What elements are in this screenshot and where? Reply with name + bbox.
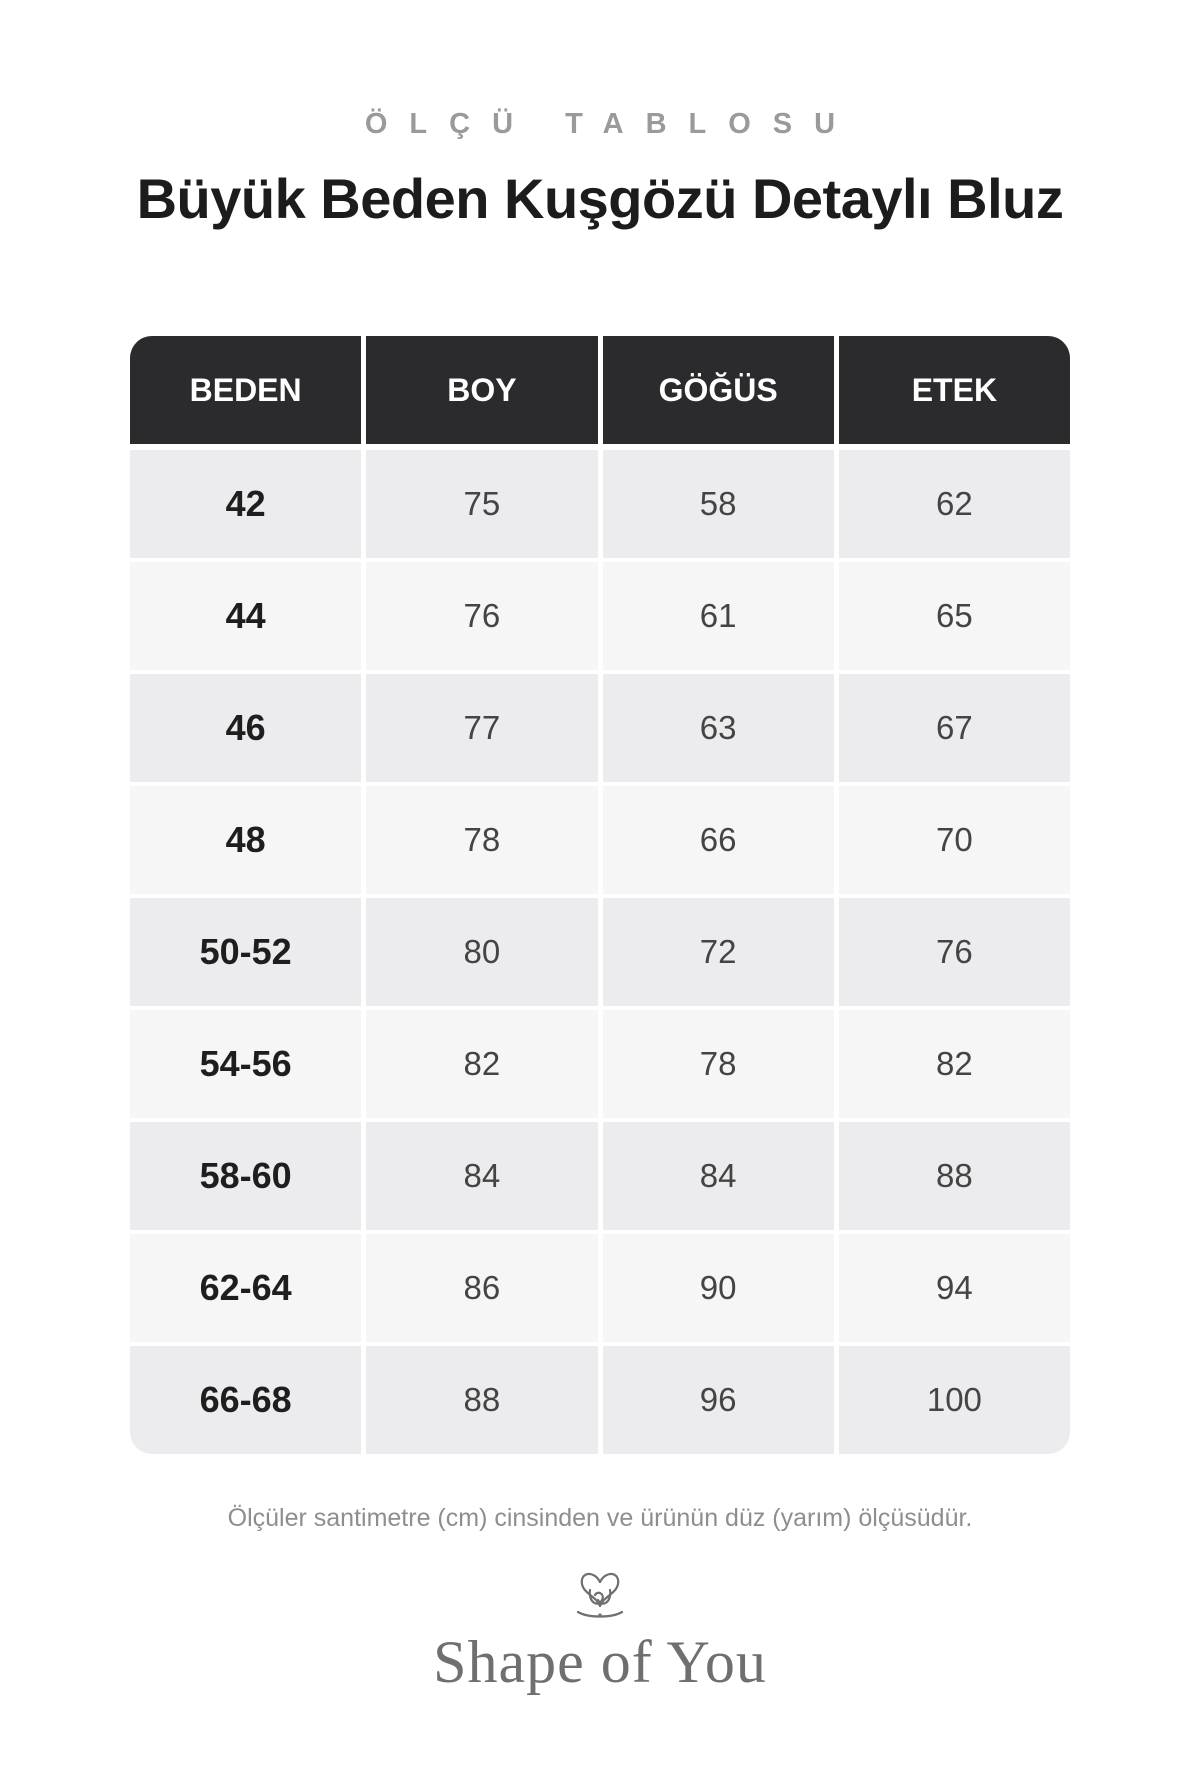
column-header-etek: ETEK — [839, 336, 1070, 444]
boy-cell: 78 — [366, 786, 597, 894]
column-header-beden: BEDEN — [130, 336, 361, 444]
etek-cell: 82 — [839, 1010, 1070, 1118]
column-header-gogus: GÖĞÜS — [603, 336, 834, 444]
gogus-cell: 72 — [603, 898, 834, 1006]
gogus-cell: 78 — [603, 1010, 834, 1118]
size-cell: 58-60 — [130, 1122, 361, 1230]
table-row — [130, 1346, 1070, 1454]
boy-cell: 77 — [366, 674, 597, 782]
boy-cell: 75 — [366, 450, 597, 558]
etek-cell: 67 — [839, 674, 1070, 782]
table-row — [130, 1010, 1070, 1118]
gogus-cell: 84 — [603, 1122, 834, 1230]
gogus-cell: 90 — [603, 1234, 834, 1342]
boy-cell: 84 — [366, 1122, 597, 1230]
gogus-cell: 96 — [603, 1346, 834, 1454]
table-row — [130, 786, 1070, 894]
boy-cell: 88 — [366, 1346, 597, 1454]
table-row — [130, 562, 1070, 670]
brand-name: Shape of You — [433, 1629, 767, 1695]
table-row — [130, 450, 1070, 558]
table-row — [130, 1234, 1070, 1342]
eyebrow-label: ÖLÇÜ TABLOSU — [364, 108, 858, 140]
size-cell: 44 — [130, 562, 361, 670]
etek-cell: 94 — [839, 1234, 1070, 1342]
size-cell: 46 — [130, 674, 361, 782]
table-row — [130, 1122, 1070, 1230]
boy-cell: 86 — [366, 1234, 597, 1342]
etek-cell: 100 — [839, 1346, 1070, 1454]
measurement-note: Ölçüler santimetre (cm) cinsinden ve ürünün düz (yarım) ölçüsüdür. — [227, 1504, 973, 1532]
boy-cell: 76 — [366, 562, 597, 670]
gogus-cell: 61 — [603, 562, 834, 670]
table-row — [130, 674, 1070, 782]
size-table — [130, 336, 1070, 1454]
size-cell: 54-56 — [130, 1010, 361, 1118]
column-header-boy: BOY — [366, 336, 597, 444]
boy-cell: 80 — [366, 898, 597, 1006]
boy-cell: 82 — [366, 1010, 597, 1118]
size-cell: 62-64 — [130, 1234, 361, 1342]
table-header-row — [130, 336, 1070, 444]
gogus-cell: 63 — [603, 674, 834, 782]
gogus-cell: 58 — [603, 450, 834, 558]
size-cell: 48 — [130, 786, 361, 894]
etek-cell: 62 — [839, 450, 1070, 558]
size-cell: 66-68 — [130, 1346, 361, 1454]
page-title: Büyük Beden Kuşgözü Detaylı Bluz — [136, 167, 1064, 230]
size-cell: 50-52 — [130, 898, 361, 1006]
etek-cell: 76 — [839, 898, 1070, 1006]
double-heart-logo-icon — [568, 1560, 632, 1624]
etek-cell: 88 — [839, 1122, 1070, 1230]
etek-cell: 65 — [839, 562, 1070, 670]
gogus-cell: 66 — [603, 786, 834, 894]
etek-cell: 70 — [839, 786, 1070, 894]
table-row — [130, 898, 1070, 1006]
size-cell: 42 — [130, 450, 361, 558]
